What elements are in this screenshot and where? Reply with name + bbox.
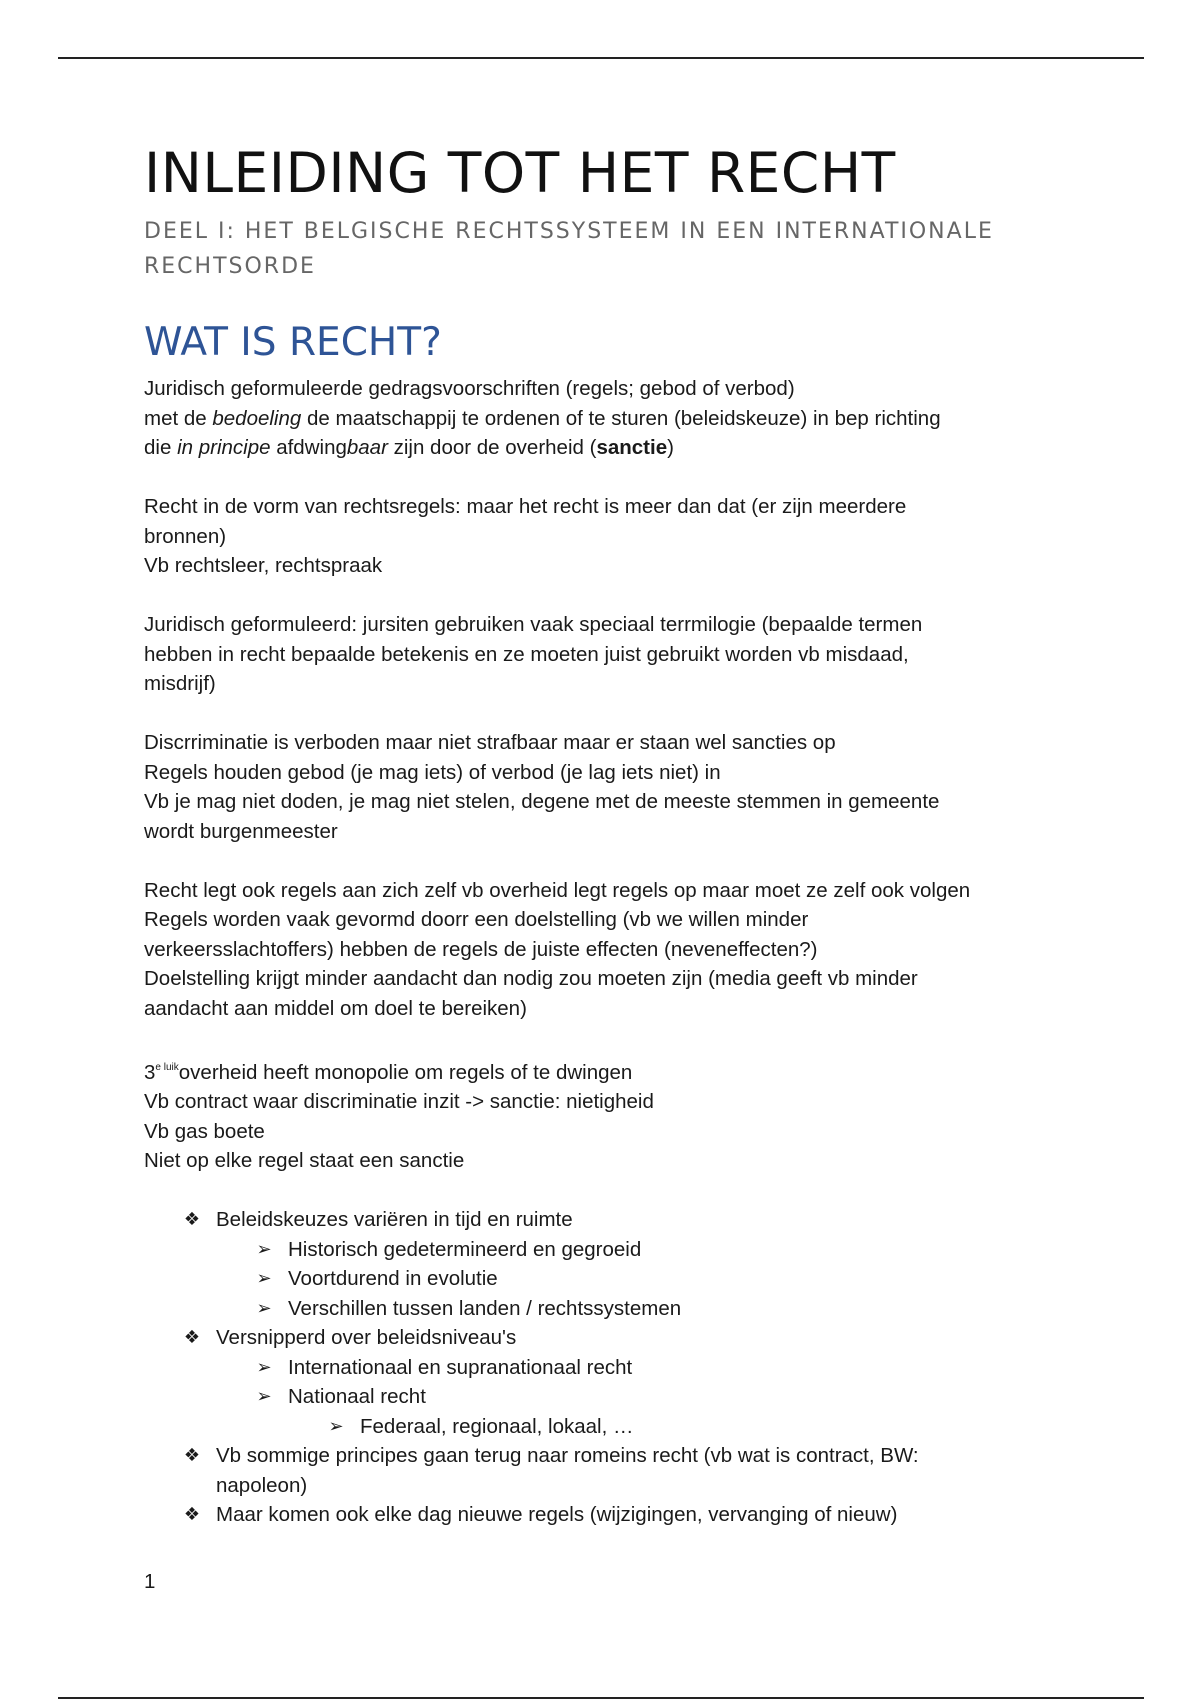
paragraph-definition [144,374,1044,463]
paragraph-line: Juridisch geformuleerde gedragsvoorschriften (regels; gebod of verbod) [144,377,795,400]
text-run: overheid heeft monopolie om regels of te dwingen [178,1060,633,1084]
paragraph-line: Vb gas boete [144,1119,265,1143]
page-number: 1 [144,1570,156,1593]
list-item-text: Voortdurend in evolutie [288,1267,498,1290]
arrow-bullet-icon: ➢ [256,1297,272,1318]
paragraph-line: Vb je mag niet doden, je mag niet stelen, degene met de meeste stemmen in gemeente [144,790,940,813]
subtitle-line-2: RECHTSORDE [144,254,316,279]
list-item-text: Maar komen ook elke dag nieuwe regels (wijzigingen, vervanging of nieuw) [216,1503,898,1526]
document-body [144,140,1044,1530]
list-item [144,1382,1044,1412]
text-run: de maatschappij te ordenen of te sturen (beleidskeuze) in bep richting [301,406,941,430]
text-run: afdwing [270,436,347,459]
paragraph-line: Recht legt ook regels aan zich zelf vb overheid legt regels op maar moet ze zelf ook volgen [144,878,971,902]
list-item [144,1205,1044,1235]
paragraph-line: bronnen) [144,524,227,548]
paragraph-juridisch [144,610,1044,699]
superscript: e luik [155,1061,179,1073]
arrow-bullet-icon: ➢ [256,1268,272,1288]
list-item-text: Nationaal recht [288,1385,426,1408]
list-item-text: Internationaal en supranationaal recht [288,1355,633,1379]
arrow-bullet-icon: ➢ [256,1386,272,1406]
list-item-text: Verschillen tussen landen / rechtssystemen [288,1296,682,1320]
paragraph-line: wordt burgenmeester [144,819,338,843]
list-item [144,1294,1044,1324]
paragraph-line: Regels houden gebod (je mag iets) of verbod (je lag iets niet) in [144,760,721,784]
arrow-bullet-icon: ➢ [256,1356,272,1377]
paragraph-line: aandacht aan middel om doel te bereiken) [144,996,527,1020]
paragraph-rechtsregels [144,492,1044,581]
diamond-bullet-icon: ❖ [183,1327,201,1347]
paragraph-doelstelling [144,876,1044,1024]
list-item [144,1235,1044,1265]
list-item [144,1441,1044,1500]
paragraph-discriminatie [144,728,1044,846]
paragraph-line [144,433,1044,463]
italic-text: in principe [177,436,271,459]
text-run: ) [667,436,674,459]
arrow-bullet-icon: ➢ [256,1238,272,1259]
paragraph-line: Discrriminatie is verboden maar niet strafbaar maar er staan wel sancties op [144,731,836,754]
section-heading: WAT IS RECHT? [144,320,442,365]
paragraph-line: Recht in de vorm van rechtsregels: maar het recht is meer dan dat (er zijn meerdere [144,495,907,518]
text-run: met de [144,406,213,430]
list-item [144,1500,1044,1530]
arrow-bullet-icon: ➢ [328,1415,344,1436]
list-item-text: Federaal, regionaal, lokaal, … [360,1414,634,1438]
list-item-text: Beleidskeuzes variëren in tijd en ruimte [216,1208,573,1231]
paragraph-line [144,404,1044,434]
list-item-text: Vb sommige principes gaan terug naar romeins recht (vb wat is contract, BW: [216,1444,919,1467]
text-run: 3 [144,1060,156,1084]
list-item-text: napoleon) [216,1473,308,1497]
bottom-rule [58,1697,1144,1699]
paragraph-line: misdrijf) [144,672,216,695]
subtitle-line-1: DEEL I: HET BELGISCHE RECHTSSYSTEEM IN EEN INTERNATIONALE [144,219,994,244]
diamond-bullet-icon: ❖ [183,1504,201,1524]
paragraph-line: Vb rechtsleer, rechtspraak [144,554,383,577]
paragraph-line: Regels worden vaak gevormd doorr een doelstelling (vb we willen minder [144,908,809,931]
list-item [144,1412,1044,1442]
paragraph-line [144,1053,1044,1088]
paragraph-sanctie [144,1053,1044,1176]
paragraph-line: Niet op elke regel staat een sanctie [144,1149,465,1172]
text-run: zijn door de overheid ( [387,436,597,459]
paragraph-line: Vb contract waar discriminatie inzit -> sanctie: nietigheid [144,1090,654,1113]
document-title: INLEIDING TOT HET RECHT [144,141,896,205]
diamond-bullet-icon: ❖ [183,1445,201,1465]
paragraph-line: Doelstelling krijgt minder aandacht dan nodig zou moeten zijn (media geeft vb minder [144,967,918,990]
paragraph-line: Juridisch geformuleerd: jursiten gebruiken vaak speciaal terrmilogie (bepaalde termen [144,613,923,636]
bullet-list [144,1205,1044,1530]
bold-text: sanctie [596,436,668,459]
italic-text: baar [346,436,388,459]
italic-text: bedoeling [212,406,302,430]
list-item-text: Versnipperd over beleidsniveau's [216,1326,517,1349]
list-item [144,1353,1044,1383]
document-subtitle [144,214,1044,284]
diamond-bullet-icon: ❖ [183,1209,201,1229]
text-run: die [144,436,178,459]
list-item-text: Historisch gedetermineerd en gegroeid [288,1237,642,1261]
list-item [144,1323,1044,1353]
paragraph-line: verkeersslachtoffers) hebben de regels de juiste effecten (neveneffecten?) [144,937,818,961]
top-rule [58,57,1144,59]
list-item [144,1264,1044,1294]
paragraph-line: hebben in recht bepaalde betekenis en ze moeten juist gebruikt worden vb misdaad, [144,642,909,666]
